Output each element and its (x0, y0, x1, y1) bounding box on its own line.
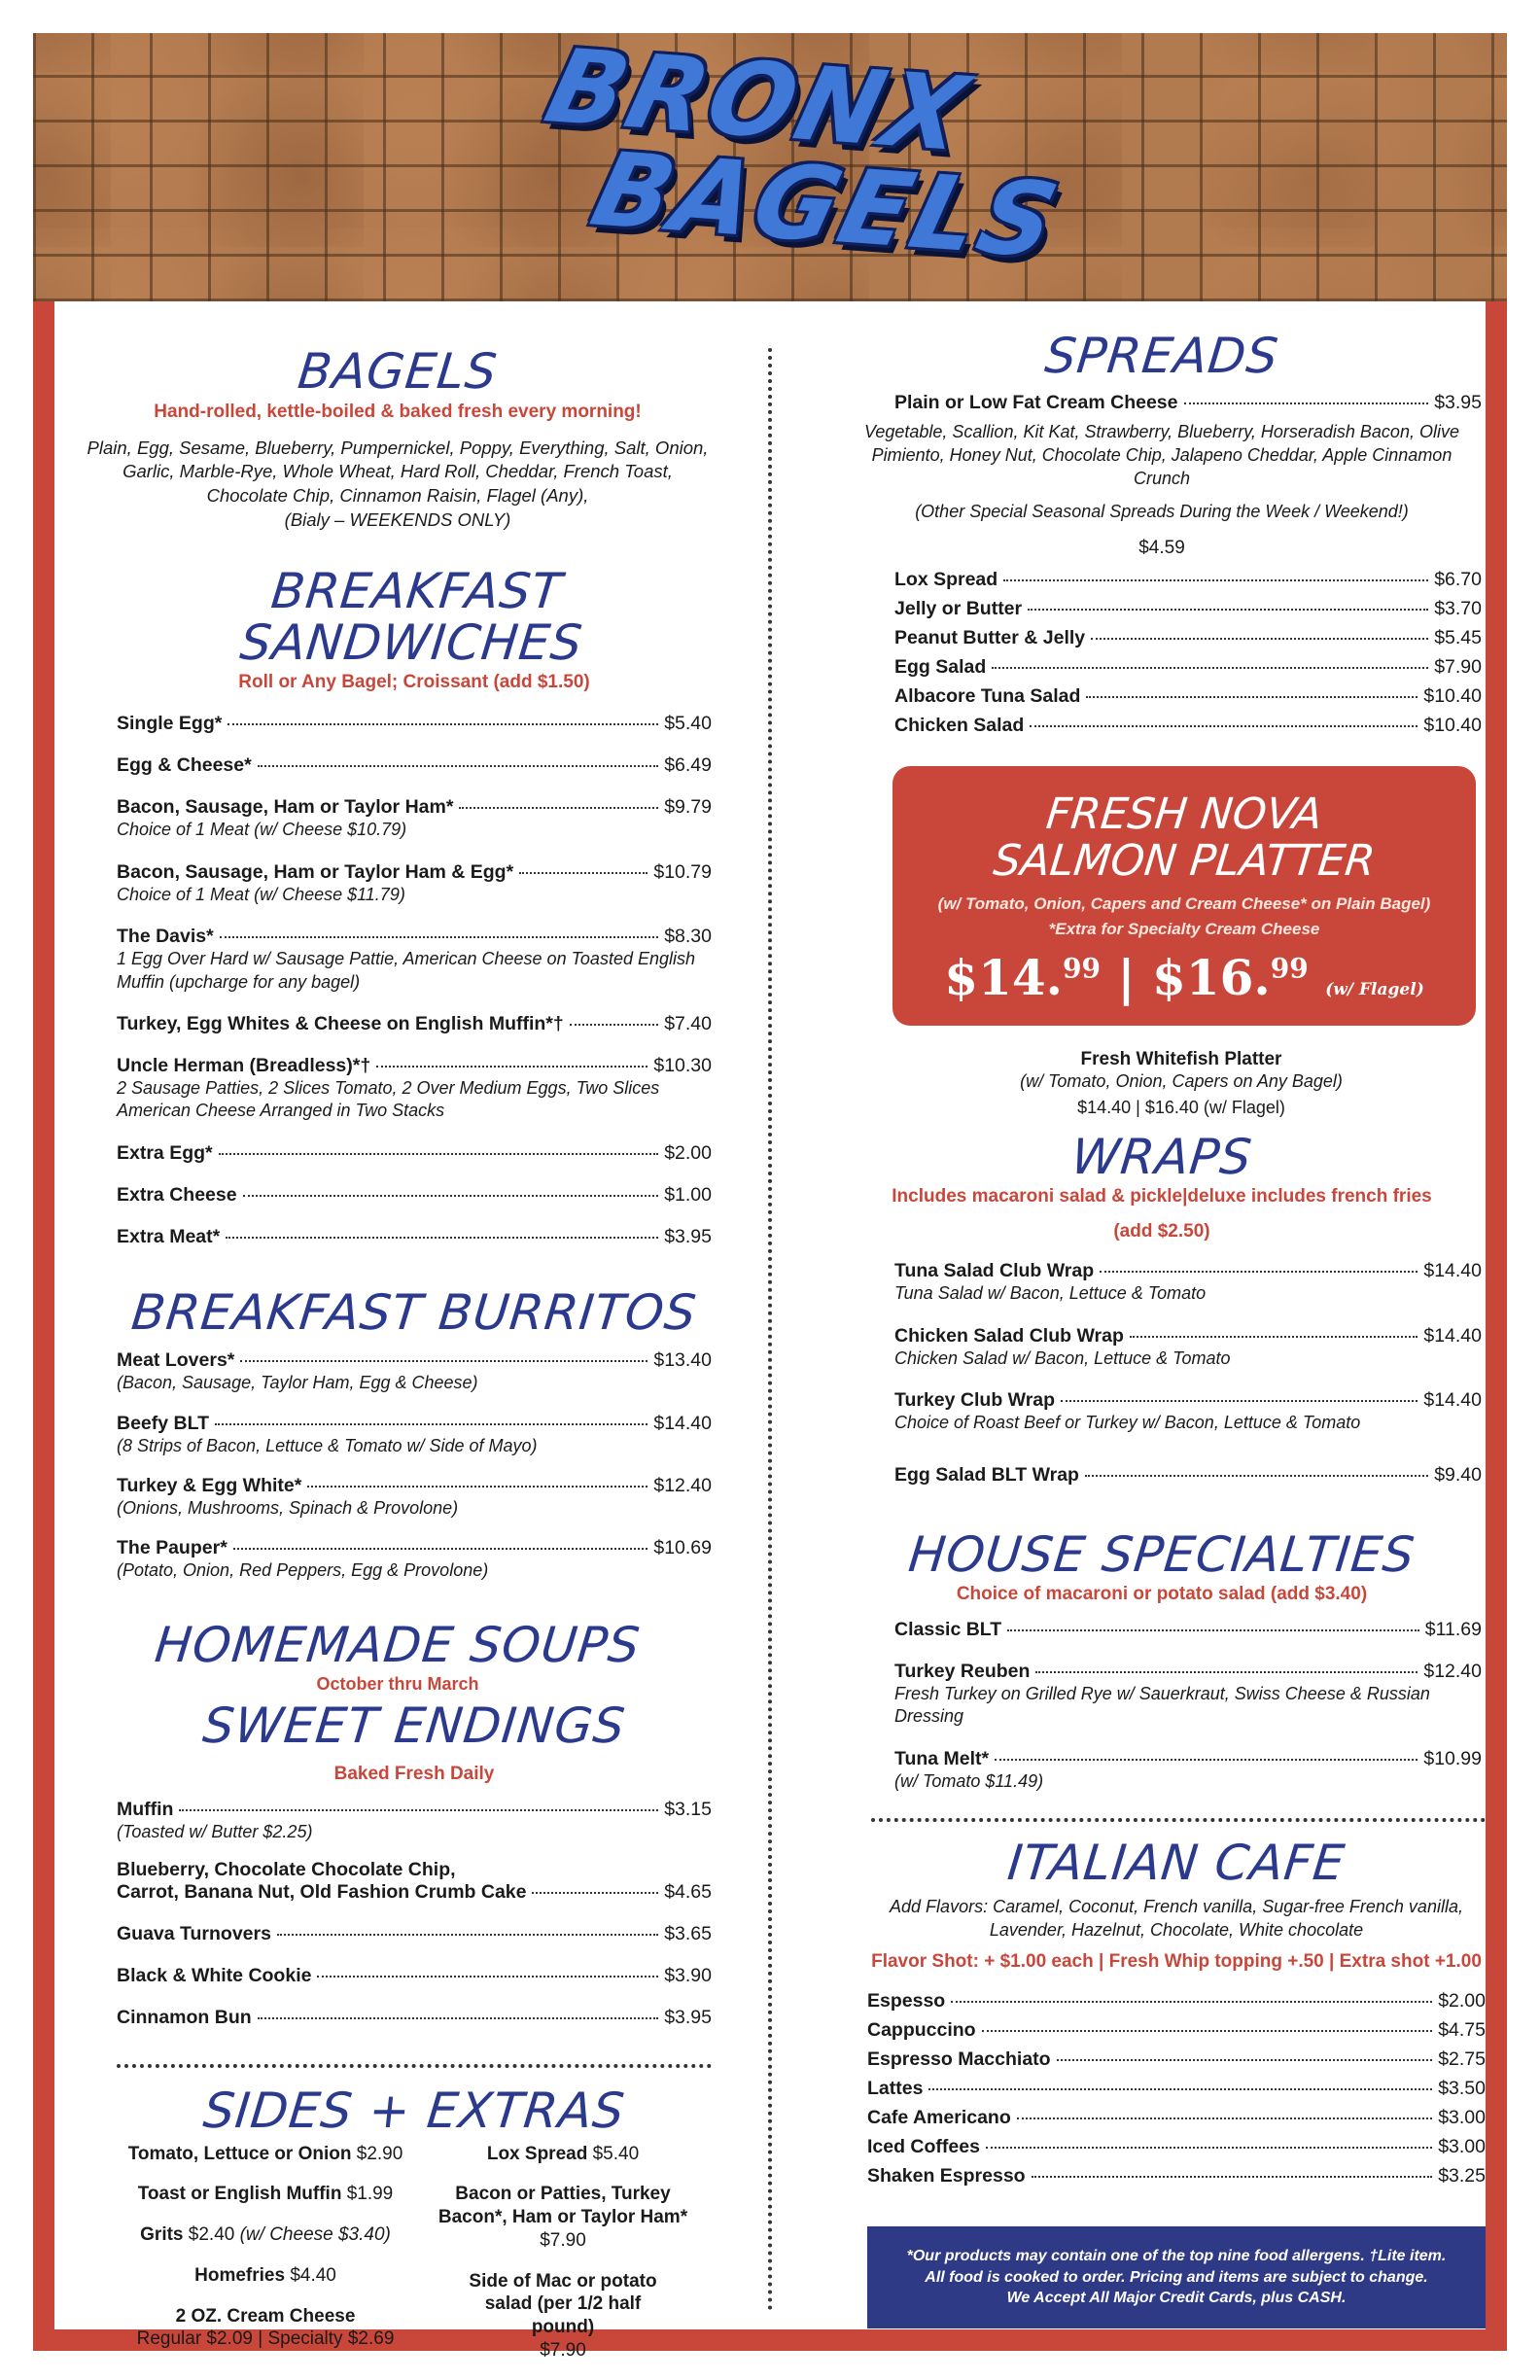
allergen-line: *Our products may contain one of the top nine food allergens. †Lite item. (906, 2248, 1447, 2265)
spreads-list (838, 569, 1486, 737)
breakfast-sandwiches-section (54, 563, 741, 1247)
item-name: Tuna Melt* (894, 1747, 990, 1769)
item-name: Guava Turnovers (117, 1923, 271, 1945)
item-price: $3.50 (1438, 2078, 1486, 2100)
item-name: Espresso Macchiato (867, 2048, 1051, 2071)
menu-item (117, 1055, 712, 1077)
item-price: $7.90 (1434, 655, 1482, 678)
item-name: Espesso (867, 1990, 946, 2012)
leader-dots (519, 872, 648, 874)
salmon-title-line2: SALMON PLATTER (991, 836, 1378, 887)
salmon-platter-box (892, 766, 1476, 1027)
bagels-title: BAGELS (295, 343, 501, 400)
item-price: $10.30 (653, 1054, 712, 1076)
item-note: (Onions, Mushrooms, Spinach & Provolone) (117, 1498, 459, 1518)
side-item (117, 2264, 414, 2288)
item-name: The Davis* (117, 926, 214, 948)
item-price: $10.69 (653, 1537, 712, 1559)
menu-item (867, 2019, 1486, 2042)
allergen-notice (867, 2226, 1486, 2328)
left-separator (117, 2064, 712, 2068)
item-name: Tuna Salad Club Wrap (894, 1260, 1095, 1282)
menu-item (117, 1349, 712, 1372)
sides-section (54, 2082, 741, 2362)
leader-dots (317, 1976, 658, 1978)
side-name: Toast or English Muffin (137, 2184, 342, 2205)
item-price: $12.40 (1423, 1661, 1482, 1683)
bagels-bialy-note: (Bialy – WEEKENDS ONLY) (284, 509, 511, 531)
side-price: $1.99 (346, 2184, 394, 2205)
menu-item (117, 754, 712, 777)
item-price: $4.65 (664, 1881, 712, 1904)
soups-section (54, 1616, 741, 1696)
item-price: $13.40 (653, 1349, 712, 1372)
breakfast-burritos-section (54, 1283, 741, 1583)
menu-item (894, 685, 1482, 708)
menu-item (117, 1923, 712, 1945)
item-price: $5.40 (664, 713, 712, 735)
item-name: Turkey, Egg Whites & Cheese on English Muffin*† (117, 1012, 564, 1034)
item-note: (w/ Tomato $11.49) (894, 1770, 1044, 1791)
menu-item (117, 1013, 712, 1035)
menu-item (838, 392, 1486, 414)
menu-item (117, 1475, 712, 1497)
item-name: Turkey Club Wrap (894, 1389, 1056, 1412)
item-name: Extra Cheese (117, 1183, 237, 1206)
menu-item (867, 2165, 1486, 2188)
menu-item (117, 1142, 712, 1165)
item-price: $7.40 (664, 1012, 712, 1034)
pricing-note: All food is cooked to order. Pricing and items are subject to change. (925, 2268, 1428, 2286)
item-name: Chicken Salad Club Wrap (894, 1324, 1124, 1347)
menu-item (117, 1226, 712, 1248)
side-name: Lox Spread (486, 2143, 588, 2164)
item-price: $14.40 (653, 1412, 712, 1434)
menu-item (867, 2136, 1486, 2158)
leader-dots (219, 1153, 659, 1155)
item-name: Extra Egg* (117, 1141, 213, 1164)
item-price: $3.95 (1434, 391, 1482, 413)
payment-note: We Accept All Major Credit Cards, plus CASH. (1006, 2290, 1347, 2307)
italian-cafe-title: ITALIAN CAFE (1004, 1835, 1348, 1892)
item-price: $3.65 (664, 1923, 712, 1945)
menu-item (894, 1260, 1482, 1282)
leader-dots (570, 1024, 658, 1026)
leader-dots (1085, 1475, 1428, 1477)
side-name: Side of Mac or potato salad (per 1/2 half pound) (469, 2270, 657, 2338)
leader-dots (992, 667, 1428, 669)
leader-dots (258, 2017, 659, 2019)
side-price: $2.40 (188, 2224, 235, 2246)
menu-item (867, 2078, 1486, 2100)
menu-item (117, 861, 712, 884)
item-price: $3.25 (1438, 2165, 1486, 2188)
leader-dots (1032, 2176, 1433, 2178)
menu-item (894, 1464, 1482, 1487)
item-price: $2.75 (1438, 2048, 1486, 2071)
side-name: Tomato, Lettuce or Onion (127, 2143, 352, 2164)
side-item (414, 2183, 712, 2252)
side-price: $7.90 (540, 2339, 586, 2361)
item-name: Single Egg* (117, 713, 223, 735)
menu-item (117, 926, 712, 948)
breakfast-sandwiches-list (117, 713, 712, 1247)
leader-dots (258, 765, 658, 767)
menu-item (894, 1389, 1482, 1412)
item-price: $4.75 (1438, 2019, 1486, 2042)
side-price: $4.40 (290, 2264, 336, 2286)
menu-item (117, 1537, 712, 1559)
whitefish-name: Fresh Whitefish Platter (1080, 1049, 1282, 1070)
leader-dots (951, 2001, 1432, 2003)
leader-dots (215, 1423, 648, 1425)
item-name: Beefy BLT (117, 1412, 209, 1434)
leader-dots (179, 1809, 658, 1811)
salmon-price-flagel-cents: 99 (1270, 952, 1309, 985)
item-name: Cafe Americano (867, 2107, 1011, 2129)
leader-dots (233, 1548, 648, 1550)
item-name: Chicken Salad (894, 714, 1025, 736)
bronx-bagels-logo (486, 25, 1072, 281)
leader-dots (459, 807, 658, 809)
salmon-price-flagel: $16. (1152, 949, 1271, 1007)
spreads-title: SPREADS (1042, 328, 1281, 384)
item-price: $10.99 (1423, 1747, 1482, 1769)
spread-flavors: Vegetable, Scallion, Kit Kat, Strawberry, Blueberry, Horseradish Bacon, Olive Pimiento, Honey Nut, Chocolate Chip, Jalapeno Cheddar, Apple Cinnamon Crunch (864, 421, 1459, 489)
leader-dots (1091, 638, 1428, 640)
sweet-endings-list (117, 1799, 712, 2029)
menu-item (894, 715, 1482, 737)
bagels-subtitle: Hand-rolled, kettle-boiled & baked fresh every morning! (154, 401, 642, 422)
item-name: Cappuccino (867, 2019, 976, 2042)
leader-dots (532, 1892, 658, 1894)
item-name: Iced Coffees (867, 2136, 980, 2158)
item-name: Classic BLT (894, 1619, 1002, 1641)
leader-dots (277, 1934, 658, 1936)
house-specialties-subtitle: Choice of macaroni or potato salad (add $3.40) (956, 1584, 1368, 1605)
item-note: Choice of 1 Meat (w/ Cheese $10.79) (117, 820, 407, 840)
menu-item (867, 1990, 1486, 2012)
item-note: (Toasted w/ Butter $2.25) (117, 1821, 313, 1841)
price-separator: | (1101, 949, 1153, 1007)
item-price: $2.00 (1438, 1990, 1486, 2012)
menu-item (117, 1799, 712, 1821)
item-note: Fresh Turkey on Grilled Rye w/ Sauerkraut, Swiss Cheese & Russian Dressing (894, 1684, 1430, 1727)
item-name: Jelly or Butter (894, 597, 1023, 619)
logo-line-2: BAGELS (580, 129, 1072, 281)
whitefish-description: (w/ Tomato, Onion, Capers on Any Bagel) (1020, 1071, 1343, 1092)
item-name: Turkey Reuben (894, 1661, 1031, 1683)
item-name: Peanut Butter & Jelly (894, 626, 1086, 648)
side-item (117, 2305, 414, 2352)
wraps-list (838, 1260, 1486, 1486)
item-price: $3.00 (1438, 2107, 1486, 2129)
item-price: $3.15 (664, 1798, 712, 1820)
item-name: Bacon, Sausage, Ham or Taylor Ham* (117, 796, 454, 819)
whitefish-section (838, 1049, 1486, 1117)
side-price: $5.40 (592, 2143, 640, 2164)
whitefish-price: $14.40 | $16.40 (w/ Flagel) (1077, 1097, 1285, 1117)
leader-dots (995, 1759, 1418, 1761)
item-price: $14.40 (1423, 1260, 1482, 1282)
leader-dots (986, 2147, 1432, 2149)
menu-item (117, 1965, 712, 1987)
menu-item (894, 656, 1482, 679)
wraps-title: WRAPS (1068, 1128, 1255, 1185)
leader-dots (1086, 696, 1418, 698)
side-name: Homefries (194, 2264, 286, 2286)
item-name: Egg Salad (894, 655, 987, 678)
item-price: $1.00 (664, 1183, 712, 1206)
column-divider (768, 348, 772, 2312)
menu-item (117, 2007, 712, 2029)
salmon-price-plain: $14. (944, 949, 1064, 1007)
leader-dots (243, 1195, 659, 1197)
bagels-flavors: Plain, Egg, Sesame, Blueberry, Pumpernickel, Poppy, Everything, Salt, Onion, Garlic, Marble-Rye, Whole Wheat, Hard Roll, Cheddar, French Toast, Chocolate Chip, Cinnamon Raisin, Flagel (Any), (87, 437, 709, 507)
cafe-flavors: Add Flavors: Caramel, Coconut, French vanilla, Sugar-free French vanilla, Lavender, Hazelnut, Chocolate, White chocolate (890, 1896, 1463, 1940)
item-note: (Bacon, Sausage, Taylor Ham, Egg & Cheese) (117, 1373, 478, 1393)
menu-item (894, 627, 1482, 649)
wraps-subtitle: Includes macaroni salad & pickle|deluxe includes french fries (892, 1186, 1432, 1208)
bagels-description (84, 437, 712, 534)
salmon-flagel-note: (w/ Flagel) (1325, 980, 1424, 1000)
item-note: 2 Sausage Patties, 2 Slices Tomato, 2 Over Medium Eggs, Two Slices American Cheese Arranged in Two Stacks (117, 1077, 660, 1121)
side-extra: (w/ Cheese $3.40) (239, 2224, 391, 2246)
side-item (414, 2270, 712, 2362)
item-name-line1: Blueberry, Chocolate Chocolate Chip, (117, 1859, 456, 1881)
item-note: 1 Egg Over Hard w/ Sausage Pattie, American Cheese on Toasted English Muffin (upcharge for any bagel) (117, 949, 696, 992)
leader-dots (228, 723, 658, 725)
menu-item (867, 2048, 1486, 2071)
item-price: $8.30 (664, 926, 712, 948)
item-name: Carrot, Banana Nut, Old Fashion Crumb Cake (117, 1881, 527, 1904)
side-price: $2.90 (356, 2143, 403, 2164)
item-price: $12.40 (653, 1475, 712, 1496)
menu-item (894, 1325, 1482, 1348)
leader-dots (1057, 2059, 1433, 2061)
leader-dots (1030, 725, 1418, 727)
item-name: The Pauper* (117, 1537, 228, 1559)
side-name: Bacon or Patties, Turkey Bacon*, Ham or Taylor Ham* (438, 2184, 688, 2228)
item-price: $3.00 (1438, 2136, 1486, 2158)
item-name: Turkey & Egg White* (117, 1475, 302, 1496)
item-name: Lox Spread (894, 568, 998, 590)
wraps-deluxe-price: (add $2.50) (1113, 1221, 1210, 1242)
menu-item (894, 569, 1482, 591)
side-item (117, 2183, 414, 2206)
right-column (838, 301, 1486, 2328)
leader-dots (240, 1360, 648, 1362)
salmon-extra-note: *Extra for Specialty Cream Cheese (1048, 920, 1320, 939)
item-name: Egg & Cheese* (117, 754, 252, 777)
leader-dots (1007, 1629, 1419, 1631)
sides-title: SIDES + EXTRAS (200, 2082, 628, 2140)
side-price: $7.90 (540, 2229, 586, 2251)
item-price: $3.95 (664, 2007, 712, 2029)
leader-dots (1100, 1271, 1418, 1273)
item-name: Uncle Herman (Breadless)*† (117, 1054, 371, 1076)
item-price: $9.79 (664, 796, 712, 819)
menu-item (894, 1661, 1482, 1683)
sweet-endings-subtitle: Baked Fresh Daily (333, 1763, 495, 1784)
spread-seasonal-price: $4.59 (1138, 537, 1185, 558)
item-note: Chicken Salad w/ Bacon, Lettuce & Tomato (894, 1348, 1231, 1368)
soups-title: HOMEMADE SOUPS (152, 1616, 644, 1673)
item-price: $9.40 (1434, 1463, 1482, 1486)
sides-grid (117, 2137, 712, 2362)
item-price: $10.79 (653, 860, 712, 883)
breakfast-sandwiches-subtitle: Roll or Any Bagel; Croissant (add $1.50) (238, 672, 590, 693)
salmon-title-line1: FRESH NOVA (1043, 788, 1325, 839)
item-note: (Potato, Onion, Red Peppers, Egg & Provolone) (117, 1560, 489, 1581)
item-name: Lattes (867, 2078, 924, 2100)
salmon-prices (906, 949, 1462, 1006)
menu-item (117, 796, 712, 819)
leader-dots (1035, 1671, 1418, 1673)
leader-dots (1003, 579, 1428, 581)
italian-cafe-section (838, 1835, 1486, 2328)
item-price: $14.40 (1423, 1324, 1482, 1347)
leader-dots (982, 2030, 1433, 2032)
item-price: $10.40 (1423, 684, 1482, 707)
item-price: $3.90 (664, 1965, 712, 1987)
item-note: (8 Strips of Bacon, Lettuce & Tomato w/ Side of Mayo) (117, 1435, 538, 1455)
item-name: Extra Meat* (117, 1225, 221, 1247)
item-price: $14.40 (1423, 1389, 1482, 1412)
side-item (117, 2143, 414, 2166)
salmon-price-plain-cents: 99 (1063, 952, 1101, 985)
spreads-section (838, 301, 1486, 737)
item-price: $3.70 (1434, 597, 1482, 619)
house-specialties-title: HOUSE SPECIALTIES (905, 1525, 1418, 1583)
item-price: $6.70 (1434, 568, 1482, 590)
item-note: Choice of 1 Meat (w/ Cheese $11.79) (117, 884, 405, 904)
cafe-flavor-shot-line: Flavor Shot: + $1.00 each | Fresh Whip topping +.50 | Extra shot +1.00 (871, 1951, 1482, 1973)
menu-item (117, 1184, 712, 1207)
side-sub: Regular $2.09 | Specialty $2.69 (136, 2328, 395, 2350)
item-price: $5.45 (1434, 626, 1482, 648)
item-price: $10.40 (1423, 714, 1482, 736)
leader-dots (1028, 609, 1428, 611)
right-separator (871, 1818, 1486, 1822)
item-name: Albacore Tuna Salad (894, 684, 1081, 707)
item-name: Shaken Espresso (867, 2165, 1026, 2188)
menu-item (894, 598, 1482, 620)
side-item (414, 2143, 712, 2166)
menu-item (117, 713, 712, 735)
item-price: $3.95 (664, 1225, 712, 1247)
leader-dots (1184, 402, 1429, 404)
item-name: Meat Lovers* (117, 1349, 235, 1372)
breakfast-sandwiches-title: BREAKFAST SANDWICHES (237, 563, 586, 671)
item-note: Choice of Roast Beef or Turkey w/ Bacon, Lettuce & Tomato (894, 1413, 1361, 1433)
leader-dots (1130, 1336, 1418, 1338)
sides-right-column (414, 2137, 712, 2362)
soups-subtitle: October thru March (316, 1674, 479, 1695)
house-specialties-list (838, 1619, 1486, 1793)
item-price: $6.49 (664, 754, 712, 777)
item-name: Bacon, Sausage, Ham or Taylor Ham & Egg* (117, 860, 514, 883)
item-price: $2.00 (664, 1141, 712, 1164)
bagels-section (54, 301, 741, 533)
cafe-list (867, 1990, 1486, 2188)
sweet-endings-title: SWEET ENDINGS (200, 1698, 629, 1755)
item-name: Black & White Cookie (117, 1965, 312, 1987)
item-note: Tuna Salad w/ Bacon, Lettuce & Tomato (894, 1283, 1207, 1304)
leader-dots (928, 2088, 1432, 2090)
breakfast-burritos-title: BREAKFAST BURRITOS (128, 1283, 700, 1341)
leader-dots (376, 1066, 648, 1068)
spread-seasonal-note: (Other Special Seasonal Spreads During the Week / Weekend!) (915, 502, 1409, 522)
wraps-section (838, 1128, 1486, 1487)
breakfast-burritos-list (117, 1349, 712, 1583)
item-price: $11.69 (1424, 1619, 1482, 1641)
item-name: Egg Salad BLT Wrap (894, 1463, 1079, 1486)
item-name: Muffin (117, 1798, 174, 1820)
menu-item (867, 2107, 1486, 2129)
leader-dots (307, 1486, 648, 1488)
menu-item (117, 1881, 712, 1904)
menu-item (894, 1748, 1482, 1770)
sides-left-column (117, 2137, 414, 2362)
menu-item (117, 1413, 712, 1435)
leader-dots (226, 1237, 658, 1239)
sweet-endings-section (54, 1700, 741, 2029)
salmon-description: (w/ Tomato, Onion, Capers and Cream Cheese* on Plain Bagel) (937, 894, 1431, 914)
side-name: Grits (140, 2224, 184, 2246)
menu-item (894, 1619, 1482, 1641)
side-item (117, 2223, 414, 2247)
left-column (54, 301, 741, 2362)
side-name: 2 OZ. Cream Cheese (175, 2305, 356, 2327)
house-specialties-section (838, 1525, 1486, 1794)
leader-dots (220, 936, 658, 938)
logo-line-1: BRONX (535, 25, 982, 175)
item-name: Plain or Low Fat Cream Cheese (894, 391, 1178, 413)
leader-dots (1017, 2118, 1432, 2119)
item-name: Cinnamon Bun (117, 2007, 252, 2029)
leader-dots (1061, 1400, 1418, 1402)
